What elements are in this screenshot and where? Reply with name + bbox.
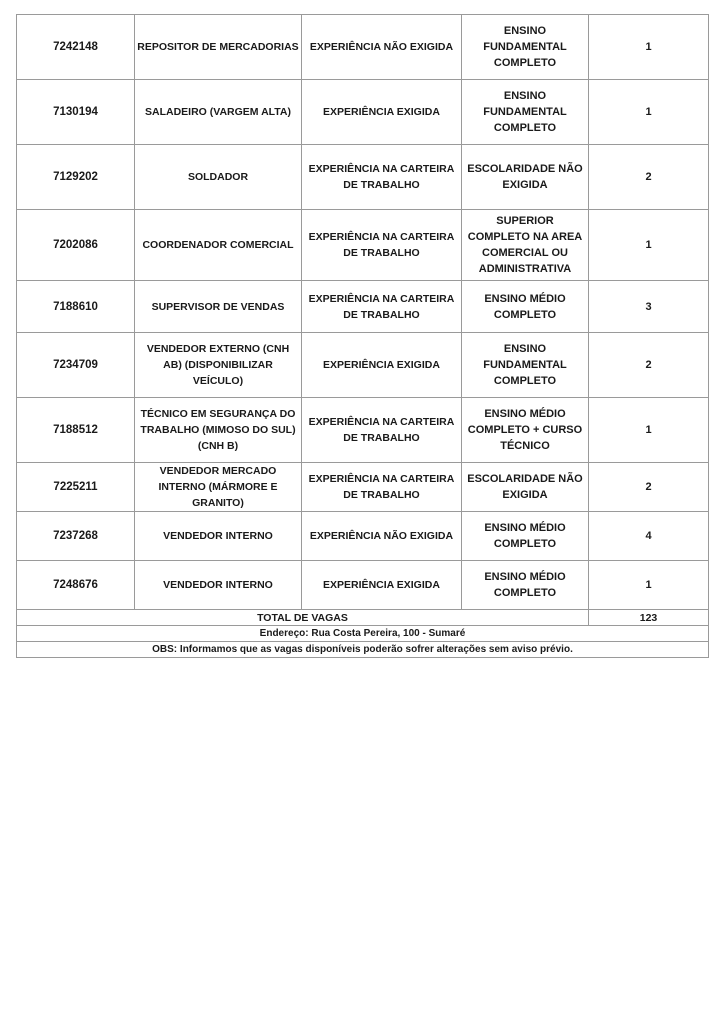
job-code: 7234709: [17, 333, 135, 398]
job-title: TÉCNICO EM SEGURANÇA DO TRABALHO (MIMOSO DO SUL) (CNH B): [135, 398, 302, 463]
table-row: [17, 210, 709, 281]
vacancy-count: 1: [589, 15, 709, 80]
experience-requirement: EXPERIÊNCIA EXIGIDA: [302, 333, 462, 398]
experience-requirement: EXPERIÊNCIA NA CARTEIRA DE TRABALHO: [302, 145, 462, 210]
job-code: 7130194: [17, 80, 135, 145]
table-row: [17, 15, 709, 80]
experience-requirement: EXPERIÊNCIA NA CARTEIRA DE TRABALHO: [302, 398, 462, 463]
vacancy-count: 1: [589, 561, 709, 610]
job-title: VENDEDOR MERCADO INTERNO (MÁRMORE E GRANITO): [135, 463, 302, 512]
education-requirement: ENSINO MÉDIO COMPLETO: [462, 281, 589, 333]
job-code: 7242148: [17, 15, 135, 80]
job-title: REPOSITOR DE MERCADORIAS: [135, 15, 302, 80]
education-requirement: ENSINO FUNDAMENTAL COMPLETO: [462, 80, 589, 145]
vacancy-count: 1: [589, 398, 709, 463]
vacancy-count: 1: [589, 210, 709, 281]
job-title: COORDENADOR COMERCIAL: [135, 210, 302, 281]
job-title: VENDEDOR INTERNO: [135, 512, 302, 561]
education-requirement: ENSINO FUNDAMENTAL COMPLETO: [462, 333, 589, 398]
experience-requirement: EXPERIÊNCIA NA CARTEIRA DE TRABALHO: [302, 463, 462, 512]
vacancy-count: 2: [589, 333, 709, 398]
vacancy-count: 3: [589, 281, 709, 333]
experience-requirement: EXPERIÊNCIA EXIGIDA: [302, 80, 462, 145]
address-row: [17, 626, 709, 642]
experience-requirement: EXPERIÊNCIA NA CARTEIRA DE TRABALHO: [302, 281, 462, 333]
address-text: Endereço: Rua Costa Pereira, 100 - Sumaré: [17, 626, 709, 642]
job-code: 7248676: [17, 561, 135, 610]
job-title: SOLDADOR: [135, 145, 302, 210]
total-row: [17, 610, 709, 626]
table-row: [17, 512, 709, 561]
education-requirement: ENSINO MÉDIO COMPLETO: [462, 512, 589, 561]
education-requirement: ESCOLARIDADE NÃO EXIGIDA: [462, 463, 589, 512]
note-row: [17, 642, 709, 658]
education-requirement: ENSINO MÉDIO COMPLETO + CURSO TÉCNICO: [462, 398, 589, 463]
experience-requirement: EXPERIÊNCIA EXIGIDA: [302, 561, 462, 610]
table-row: [17, 333, 709, 398]
table-row: [17, 281, 709, 333]
job-code: 7188610: [17, 281, 135, 333]
education-requirement: ESCOLARIDADE NÃO EXIGIDA: [462, 145, 589, 210]
total-value: 123: [589, 610, 709, 626]
table-row: [17, 80, 709, 145]
job-code: 7202086: [17, 210, 135, 281]
education-requirement: SUPERIOR COMPLETO NA AREA COMERCIAL OU ADMINISTRATIVA: [462, 210, 589, 281]
job-code: 7188512: [17, 398, 135, 463]
experience-requirement: EXPERIÊNCIA NA CARTEIRA DE TRABALHO: [302, 210, 462, 281]
job-title: VENDEDOR EXTERNO (CNH AB) (DISPONIBILIZAR VEÍCULO): [135, 333, 302, 398]
vacancy-count: 1: [589, 80, 709, 145]
experience-requirement: EXPERIÊNCIA NÃO EXIGIDA: [302, 15, 462, 80]
table-row: [17, 463, 709, 512]
vacancy-count: 2: [589, 145, 709, 210]
vacancy-count: 4: [589, 512, 709, 561]
education-requirement: ENSINO FUNDAMENTAL COMPLETO: [462, 15, 589, 80]
job-vacancies-table: [16, 14, 709, 658]
job-title: SALADEIRO (VARGEM ALTA): [135, 80, 302, 145]
table-row: [17, 398, 709, 463]
vacancy-count: 2: [589, 463, 709, 512]
job-code: 7225211: [17, 463, 135, 512]
job-code: 7129202: [17, 145, 135, 210]
education-requirement: ENSINO MÉDIO COMPLETO: [462, 561, 589, 610]
table-row: [17, 145, 709, 210]
table-row: [17, 561, 709, 610]
experience-requirement: EXPERIÊNCIA NÃO EXIGIDA: [302, 512, 462, 561]
job-title: SUPERVISOR DE VENDAS: [135, 281, 302, 333]
job-code: 7237268: [17, 512, 135, 561]
total-label: TOTAL DE VAGAS: [17, 610, 589, 626]
job-title: VENDEDOR INTERNO: [135, 561, 302, 610]
note-text: OBS: Informamos que as vagas disponíveis poderão sofrer alterações sem aviso prévio.: [17, 642, 709, 658]
